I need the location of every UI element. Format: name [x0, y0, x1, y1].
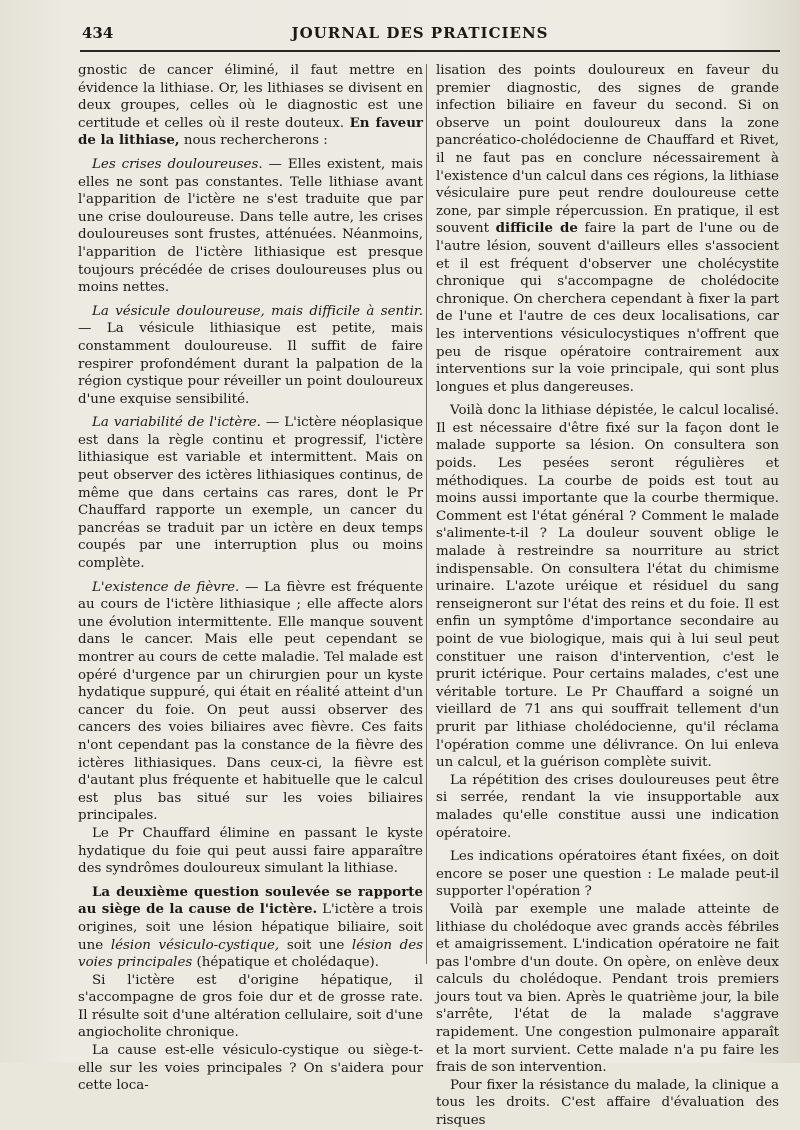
column-divider: [426, 64, 427, 964]
paragraph: Voilà donc la lithiase dépistée, le calcul localisé. Il est nécessaire d'être fixé sur la façon dont le malade supporte sa lésion. On consultera son poids. Les pesées seront régulières et méthodiques. La courbe de poids est tout au moins aussi importante que la courbe thermique. Comment est l'état général ? Comment le malade s'alimente-t-il ? La douleur souvent oblige le malade à restreindre sa nourriture au strict indispensable. On consultera l'état du chimisme urinaire. L'azote uréique et résiduel du sang renseigneront sur l'état des reins et du foie. Il est enfin un symptôme d'importance secondaire au point de vue biologique, mais qui à lui seul peut constituer une raison d'intervention, c'est le prurit ictérique. Pour certains malades, c'est une véritable torture. Le Pr Chauffard a soigné un vieillard de 71 ans qui souffrait tellement d'un prurit par lithiase cholédocienne, qu'il réclama l'opération comme une délivrance. On lui enleva un calcul, et la guérison complète suivit.: [436, 403, 779, 771]
paragraph: Les crises douloureuses. — Elles existent, mais elles ne sont pas constantes. Telle lithiase avant l'apparition de l'ictère ne s'est traduite que par une crise douloureuse. Dans telle autre, les crises douloureuses sont frustes, atténuées. Néanmoins, l'apparition de l'ictère lithiasique est presque toujours précédée de crises douloureuses plus ou moins nettes.: [78, 156, 423, 296]
paragraph: Le Pr Chauffard élimine en passant le kyste hydatique du foie qui peut aussi faire apparaître des syndrômes douloureux simulant la lithiase.: [78, 825, 423, 877]
paragraph: La répétition des crises douloureuses peut être si serrée, rendant la vie insupportable aux malades qu'elle constitue aussi une indication opératoire.: [436, 772, 779, 841]
paragraph: La cause est-elle vésiculo-cystique ou siège-t-elle sur les voies principales ? On s'aidera pour cette loca-: [78, 1043, 423, 1094]
paragraph: La deuxième question soulevée se rapporte au siège de la cause de l'ictère. L'ictère a trois origines, soit une lésion hépatique biliaire, soit une lésion vésiculo-cystique, soit une lésion des voies principales (hépatique et cholédaque).: [78, 883, 423, 971]
paragraph: La vésicule douloureuse, mais difficile à sentir. — La vésicule lithiasique est petite, mais constamment douloureuse. Il suffit de faire respirer profondément durant la palpation de la région cystique pour réveiller un point douloureux d'une exquise sensibilité.: [78, 303, 423, 407]
journal-title: JOURNAL DES PRATICIENS: [291, 24, 549, 42]
paragraph: Voilà par exemple une malade atteinte de lithiase du cholédoque avec grands accès fébriles et amaigrissement. L'indication opératoire ne fait pas l'ombre d'un doute. On opère, on enlève deux calculs du cholédoque. Pendant trois premiers jours tout va bien. Après le quatrième jour, la bile s'arrête, l'état de la malade s'aggrave rapidement. Une congestion pulmonaire apparaît et la mort survient. Cette malade n'a pu faire les frais de son intervention.: [436, 901, 779, 1076]
paragraph: Les indications opératoires étant fixées, on doit encore se poser une question : Le malade peut-il supporter l'opération ?: [436, 849, 779, 900]
page-header: [60, 22, 780, 44]
header-rule: [80, 50, 780, 52]
paragraph: La variabilité de l'ictère. — L'ictère néoplasique est dans la règle continu et progressif, l'ictère lithiasique est variable et intermittent. Mais on peut observer des ictères lithiasiques continus, de même que dans certains cas rares, dont le Pr Chauffard rapporte un exemple, un cancer du pancréas se traduit par un ictère en deux temps coupés par une interruption plus ou moins complète.: [78, 415, 423, 572]
paragraph: lisation des points douloureux en faveur du premier diagnostic, des signes de grande infection biliaire en faveur du second. Si on observe un point douloureux dans la zone pancréatico-cholédocienne de Chauffard et Rivet, il ne faut pas en conclure nécessairement à l'existence d'un calcul dans ces régions, la lithiase vésiculaire pure peut rendre douloureuse cette zone, par simple répercussion. En pratique, il est souvent difficile de faire la part de l'une ou de l'autre lésion, souvent d'ailleurs elles s'associent et il est fréquent d'observer une cholécystite chronique qui s'accompagne de cholédocite chronique. On cherchera cependant à fixer la part de l'une et l'autre de ces deux localisations, car les interventions vésiculocystiques n'offrent que peu de risque opératoire contrairement aux interventions sur la voie principale, qui sont plus longues et plus dangereuses.: [436, 63, 780, 395]
paragraph: gnostic de cancer éliminé, il faut mettre en évidence la lithiase. Or, les lithiases se divisent en deux groupes, celles où le diagnostic est une certitude et celles où il reste douteux. En faveur de la lithiase, nous rechercherons :: [78, 63, 423, 149]
page-number: 434: [82, 24, 114, 42]
paragraph: Pour fixer la résistance du malade, la clinique a tous les droits. C'est affaire d'évaluation des risques: [436, 1077, 779, 1129]
right-column: [436, 62, 779, 1130]
paragraph: Si l'ictère est d'origine hépatique, il s'accompagne de gros foie dur et de grosse rate. Il résulte soit d'une altération cellulaire, soit d'une angiocholite chronique.: [78, 972, 423, 1041]
paragraph: L'existence de fièvre. — La fièvre est fréquente au cours de l'ictère lithiasique ; elle affecte alors une évolution intermittente. Elle manque souvent dans le cancer. Mais elle peut cependant se montrer au cours de cette maladie. Tel malade est opéré d'urgence par un chirurgien pour un kyste hydatique suppuré, qui était en réalité atteint d'un cancer du foie. On peut aussi observer des cancers des voies biliaires avec fièvre. Ces faits n'ont cependant pas la constance de la fièvre des ictères lithiasiques. Dans ceux-ci, la fièvre est d'autant plus fréquente et habituelle que le calcul est plus bas situé sur les voies biliaires principales.: [78, 579, 423, 824]
left-column: [78, 62, 423, 1095]
